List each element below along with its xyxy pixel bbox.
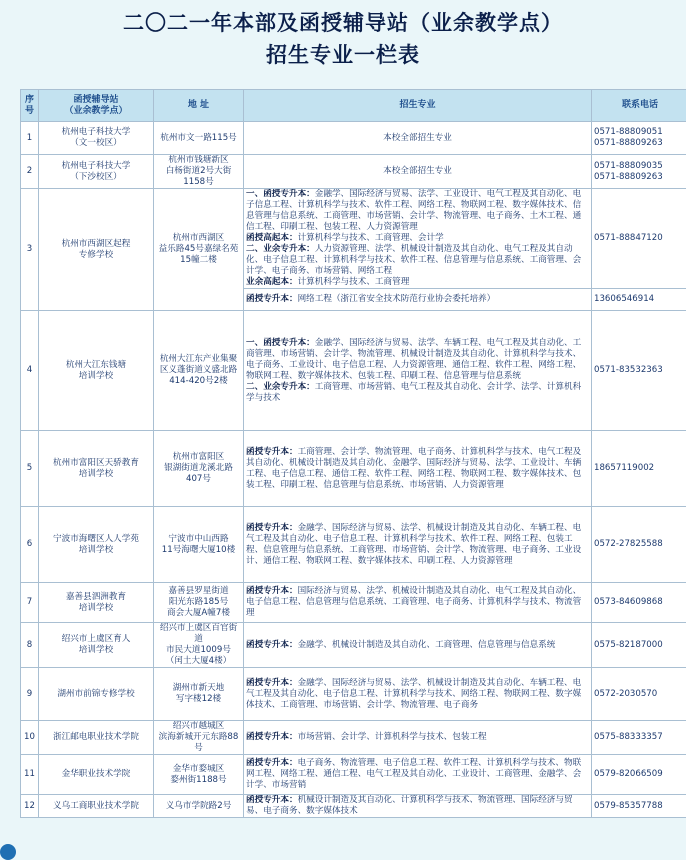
text-line: 金华市婺城区 [156,764,241,775]
station-address [154,755,244,795]
page-subtitle: 招生专业一栏表 [0,40,686,70]
text-line: 杭州市富阳区天骄教育 [41,458,151,469]
major-block [246,382,589,404]
row-number: 12 [21,795,39,818]
phone-cell: 0575-82187000 [592,623,686,668]
row-number: 11 [21,755,39,795]
major-label: 函授专升本： [246,447,298,457]
station-address [154,583,244,623]
text-line: 1158号 [156,177,241,188]
station-address [154,311,244,431]
majors-cell [244,721,592,755]
table-row [21,311,686,431]
majors-cell [244,623,592,668]
majors-cell [244,583,592,623]
text-line: 专修学校 [41,250,151,261]
phone-cell: 0579-82066509 [592,755,686,795]
text-line: 11号海曙大厦10楼 [156,545,241,556]
major-label: 函授专升本： [246,294,298,304]
table-row [21,122,686,155]
text-line: 湖州市前锦专修学校 [41,689,151,700]
majors-cell [244,311,592,431]
text-line: 杭州电子科技大学 [41,127,151,138]
station-address [154,668,244,721]
row-number: 1 [21,122,39,155]
text-line: 白杨街道2号大街 [156,166,241,177]
text-line: 义乌市学院路2号 [156,801,241,812]
text-line: 嘉善县罗星街道 [156,586,241,597]
text-line: 培训学校 [41,469,151,480]
text-line: 0571-88809051 [594,127,686,138]
majors-cell [244,795,592,818]
station-name [39,583,154,623]
text-line: 15幢二楼 [156,255,241,266]
major-label: 业余高起本： [246,277,298,287]
station-address [154,507,244,583]
station-name [39,755,154,795]
major-text: 金融学、机械设计制造及其自动化、工商管理、信息管理与信息系统 [298,640,556,650]
text-line: 407号 [156,474,241,485]
major-text: 计算机科学与技术、工商管理、会计学 [298,233,444,243]
major-block [246,338,589,382]
table-row [21,507,686,583]
phone-cell [592,155,686,189]
major-label: 二、业余专升本： [246,244,315,254]
row-number: 3 [21,189,39,311]
text-line: 区义蓬街道义盛北路 [156,365,241,376]
major-block [246,233,589,244]
major-label: 一、函授专升本： [246,338,315,348]
majors-cell [244,668,592,721]
text-line: 市民大道1009号 [156,645,241,656]
text-line: 培训学校 [41,603,151,614]
text-line: （下沙校区） [41,172,151,183]
table-row [21,721,686,755]
row-number: 9 [21,668,39,721]
majors-cell [244,507,592,583]
table-row [21,189,686,289]
text-line: 杭州市文一路115号 [156,133,241,144]
station-address [154,721,244,755]
major-block [246,640,589,651]
major-label: 函授专升本： [246,758,298,768]
col-header-phone: 联系电话 [592,90,686,122]
row-number: 4 [21,311,39,431]
station-name [39,668,154,721]
majors-cell: 本校全部招生专业 [244,122,592,155]
station-name [39,189,154,311]
station-name [39,623,154,668]
major-text: 金融学、国际经济与贸易、法学、工业设计、电气工程及其自动化、电子信息工程、计算机科学与技术、软件工程、网络工程、物联网工程、数字媒体技术、信息管理与信息系统、工商管理、市场营销、会计学、物流管理、电子商务、土木工程、通信工程、印刷工程、包装工程、人力资源管理 [246,189,581,232]
majors-cell [244,755,592,795]
major-text: 工商管理、市场营销、电气工程及其自动化、会计学、法学、计算机科学与技术 [246,382,581,403]
major-label: 函授专升本： [246,523,298,533]
station-address [154,189,244,311]
phone-cell: 13606546914 [592,289,686,311]
major-label: 函授专升本： [246,678,298,688]
text-line: 0571-88809035 [594,161,686,172]
text-line: 绍兴市上虞区百官街道 [156,623,241,645]
text-line: 湖州市新天地 [156,683,241,694]
major-text: 网络工程（浙江省安全技术防范行业协会委托培养） [298,294,496,304]
major-text: 国际经济与贸易、法学、机械设计制造及其自动化、电气工程及其自动化、电子信息工程、信息管理与信息系统、工商管理、电子商务、计算机科学与技术、物流管理 [246,586,581,618]
major-label: 函授专升本： [246,732,298,742]
text-line: 绍兴市越城区 [156,721,241,732]
text-line: 银湖街道龙溪北路 [156,463,241,474]
major-text: 市场营销、会计学、计算机科学与技术、包装工程 [298,732,487,742]
text-line: 杭州大江东钱塘 [41,360,151,371]
major-text: 人力资源管理、法学、机械设计制造及其自动化、电气工程及其自动化、电子信息工程、计算机科学与技术、软件工程、信息管理与信息系统、工商管理、会计学、电子商务、市场营销、网络工程 [246,244,581,276]
majors-cell [244,289,592,311]
phone-cell: 0575-88333357 [592,721,686,755]
station-name [39,122,154,155]
row-number: 5 [21,431,39,507]
major-block [246,523,589,567]
major-text: 计算机科学与技术、工商管理 [298,277,410,287]
text-line: 滨海新城开元东路88号 [156,732,241,754]
major-block [246,732,589,743]
text-line: 414-420号2楼 [156,376,241,387]
text-line: 写字楼12楼 [156,694,241,705]
major-block [246,244,589,277]
phone-cell: 0571-83532363 [592,311,686,431]
text-line: 金华职业技术学院 [41,769,151,780]
major-label: 函授专升本： [246,795,298,805]
table-row [21,795,686,818]
major-text: 电子商务、物流管理、电子信息工程、软件工程、计算机科学与技术、物联网工程、网络工程、通信工程、电气工程及其自动化、工业设计、工商管理、金融学、会计学、市场营销 [246,758,581,790]
row-number: 8 [21,623,39,668]
text-line: 培训学校 [41,371,151,382]
table-header-row [21,90,686,122]
page-title: 二〇二一年本部及函授辅导站（业余教学点） [0,8,686,38]
table-row [21,623,686,668]
text-line: 培训学校 [41,645,151,656]
text-line: 婺州街1188号 [156,775,241,786]
enrollment-table [20,89,686,818]
text-line: 杭州大江东产业集聚 [156,354,241,365]
major-block [246,277,589,288]
row-number: 2 [21,155,39,189]
table-body [21,122,686,818]
text-line: 培训学校 [41,545,151,556]
text-line: 嘉善县泗洲教育 [41,592,151,603]
major-block [246,586,589,619]
col-header-address: 地 址 [154,90,244,122]
major-label: 函授专升本： [246,586,298,596]
text-line: 杭州电子科技大学 [41,161,151,172]
station-address [154,122,244,155]
major-text: 金融学、国际经济与贸易、法学、机械设计制造及其自动化、车辆工程、电气工程及其自动化、电子信息工程、计算机科学与技术、软件工程、网络工程、包装工程、信息管理与信息系统、工商管理、市场营销、会计学、物流管理、电子商务、工业设计、通信工程、物联网工程、数字媒体技术、印刷工程、人力资源管理 [246,523,581,566]
col-header-station: 函授辅导站 （业余教学点） [39,90,154,122]
text-line: 杭州市钱塘新区 [156,155,241,166]
table-row [21,668,686,721]
text-line: （文一校区） [41,138,151,149]
major-block [246,294,589,305]
major-text: 机械设计制造及其自动化、计算机科学与技术、物流管理、国际经济与贸易、电子商务、数字媒体技术 [246,795,573,816]
text-line: （闰土大厦4楼） [156,656,241,667]
row-number: 7 [21,583,39,623]
station-name [39,507,154,583]
majors-cell [244,189,592,289]
major-label: 二、业余专升本： [246,382,315,392]
text-line: 商会大厦A幢7楼 [156,608,241,619]
phone-cell [592,122,686,155]
major-text: 金融学、国际经济与贸易、法学、车辆工程、电气工程及其自动化、工商管理、市场营销、会计学、物流管理、机械设计制造及其自动化、计算机科学与技术、电子商务、工业设计、电子信息工程、人力资源管理、通信工程、软件工程、网络工程、物联网工程、数字媒体技术、包装工程、印刷工程、信息管理与信息系统 [246,338,581,381]
phone-cell: 18657119002 [592,431,686,507]
text-line: 义乌工商职业技术学院 [41,801,151,812]
text-line: 0571-88809263 [594,138,686,149]
text-line: 0571-88809263 [594,172,686,183]
table-row [21,755,686,795]
station-name [39,311,154,431]
text-line: 杭州市西湖区起程 [41,239,151,250]
text-line: 杭州市富阳区 [156,452,241,463]
major-block [246,758,589,791]
majors-cell: 本校全部招生专业 [244,155,592,189]
row-number: 10 [21,721,39,755]
phone-cell: 0572-27825588 [592,507,686,583]
station-address [154,431,244,507]
major-block [246,189,589,233]
phone-cell: 0572-2030570 [592,668,686,721]
table-row [21,431,686,507]
major-block [246,447,589,491]
majors-cell [244,431,592,507]
text-line: 绍兴市上虞区育人 [41,634,151,645]
text-line: 阳光东路185号 [156,597,241,608]
phone-cell: 0573-84609868 [592,583,686,623]
text-line: 宁波市中山西路 [156,534,241,545]
major-text: 金融学、国际经济与贸易、法学、机械设计制造及其自动化、车辆工程、电气工程及其自动化、电子信息工程、计算机科学与技术、网络工程、物联网工程、数字媒体技术、工商管理、市场营销、会计学、物流管理、电子商务 [246,678,581,710]
text-line: 宁波市海曙区人人学苑 [41,534,151,545]
major-block [246,795,589,817]
station-address [154,623,244,668]
major-label: 一、函授专升本： [246,189,315,199]
row-number: 6 [21,507,39,583]
major-text: 工商管理、会计学、物流管理、电子商务、计算机科学与技术、电气工程及其自动化、机械设计制造及其自动化、金融学、国际经济与贸易、法学、工业设计、车辆工程、电子信息工程、通信工程、软件工程、网络工程、物联网工程、数字媒体技术、包装工程、印刷工程、信息管理与信息系统、市场营销、人力资源管理 [246,447,581,490]
text-line: 浙江邮电职业技术学院 [41,732,151,743]
major-block [246,678,589,711]
col-header-majors: 招生专业 [244,90,592,122]
text-line: 益乐路45号嘉绿名苑 [156,244,241,255]
phone-cell: 0571-88847120 [592,189,686,289]
station-name [39,795,154,818]
major-label: 函授专升本： [246,640,298,650]
station-address [154,155,244,189]
col-header-seq: 序 号 [21,90,39,122]
table-row [21,155,686,189]
station-address [154,795,244,818]
station-name [39,431,154,507]
phone-cell: 0579-85357788 [592,795,686,818]
major-label: 函授高起本： [246,233,298,243]
station-name [39,721,154,755]
station-name [39,155,154,189]
text-line: 杭州市西湖区 [156,233,241,244]
table-row [21,583,686,623]
